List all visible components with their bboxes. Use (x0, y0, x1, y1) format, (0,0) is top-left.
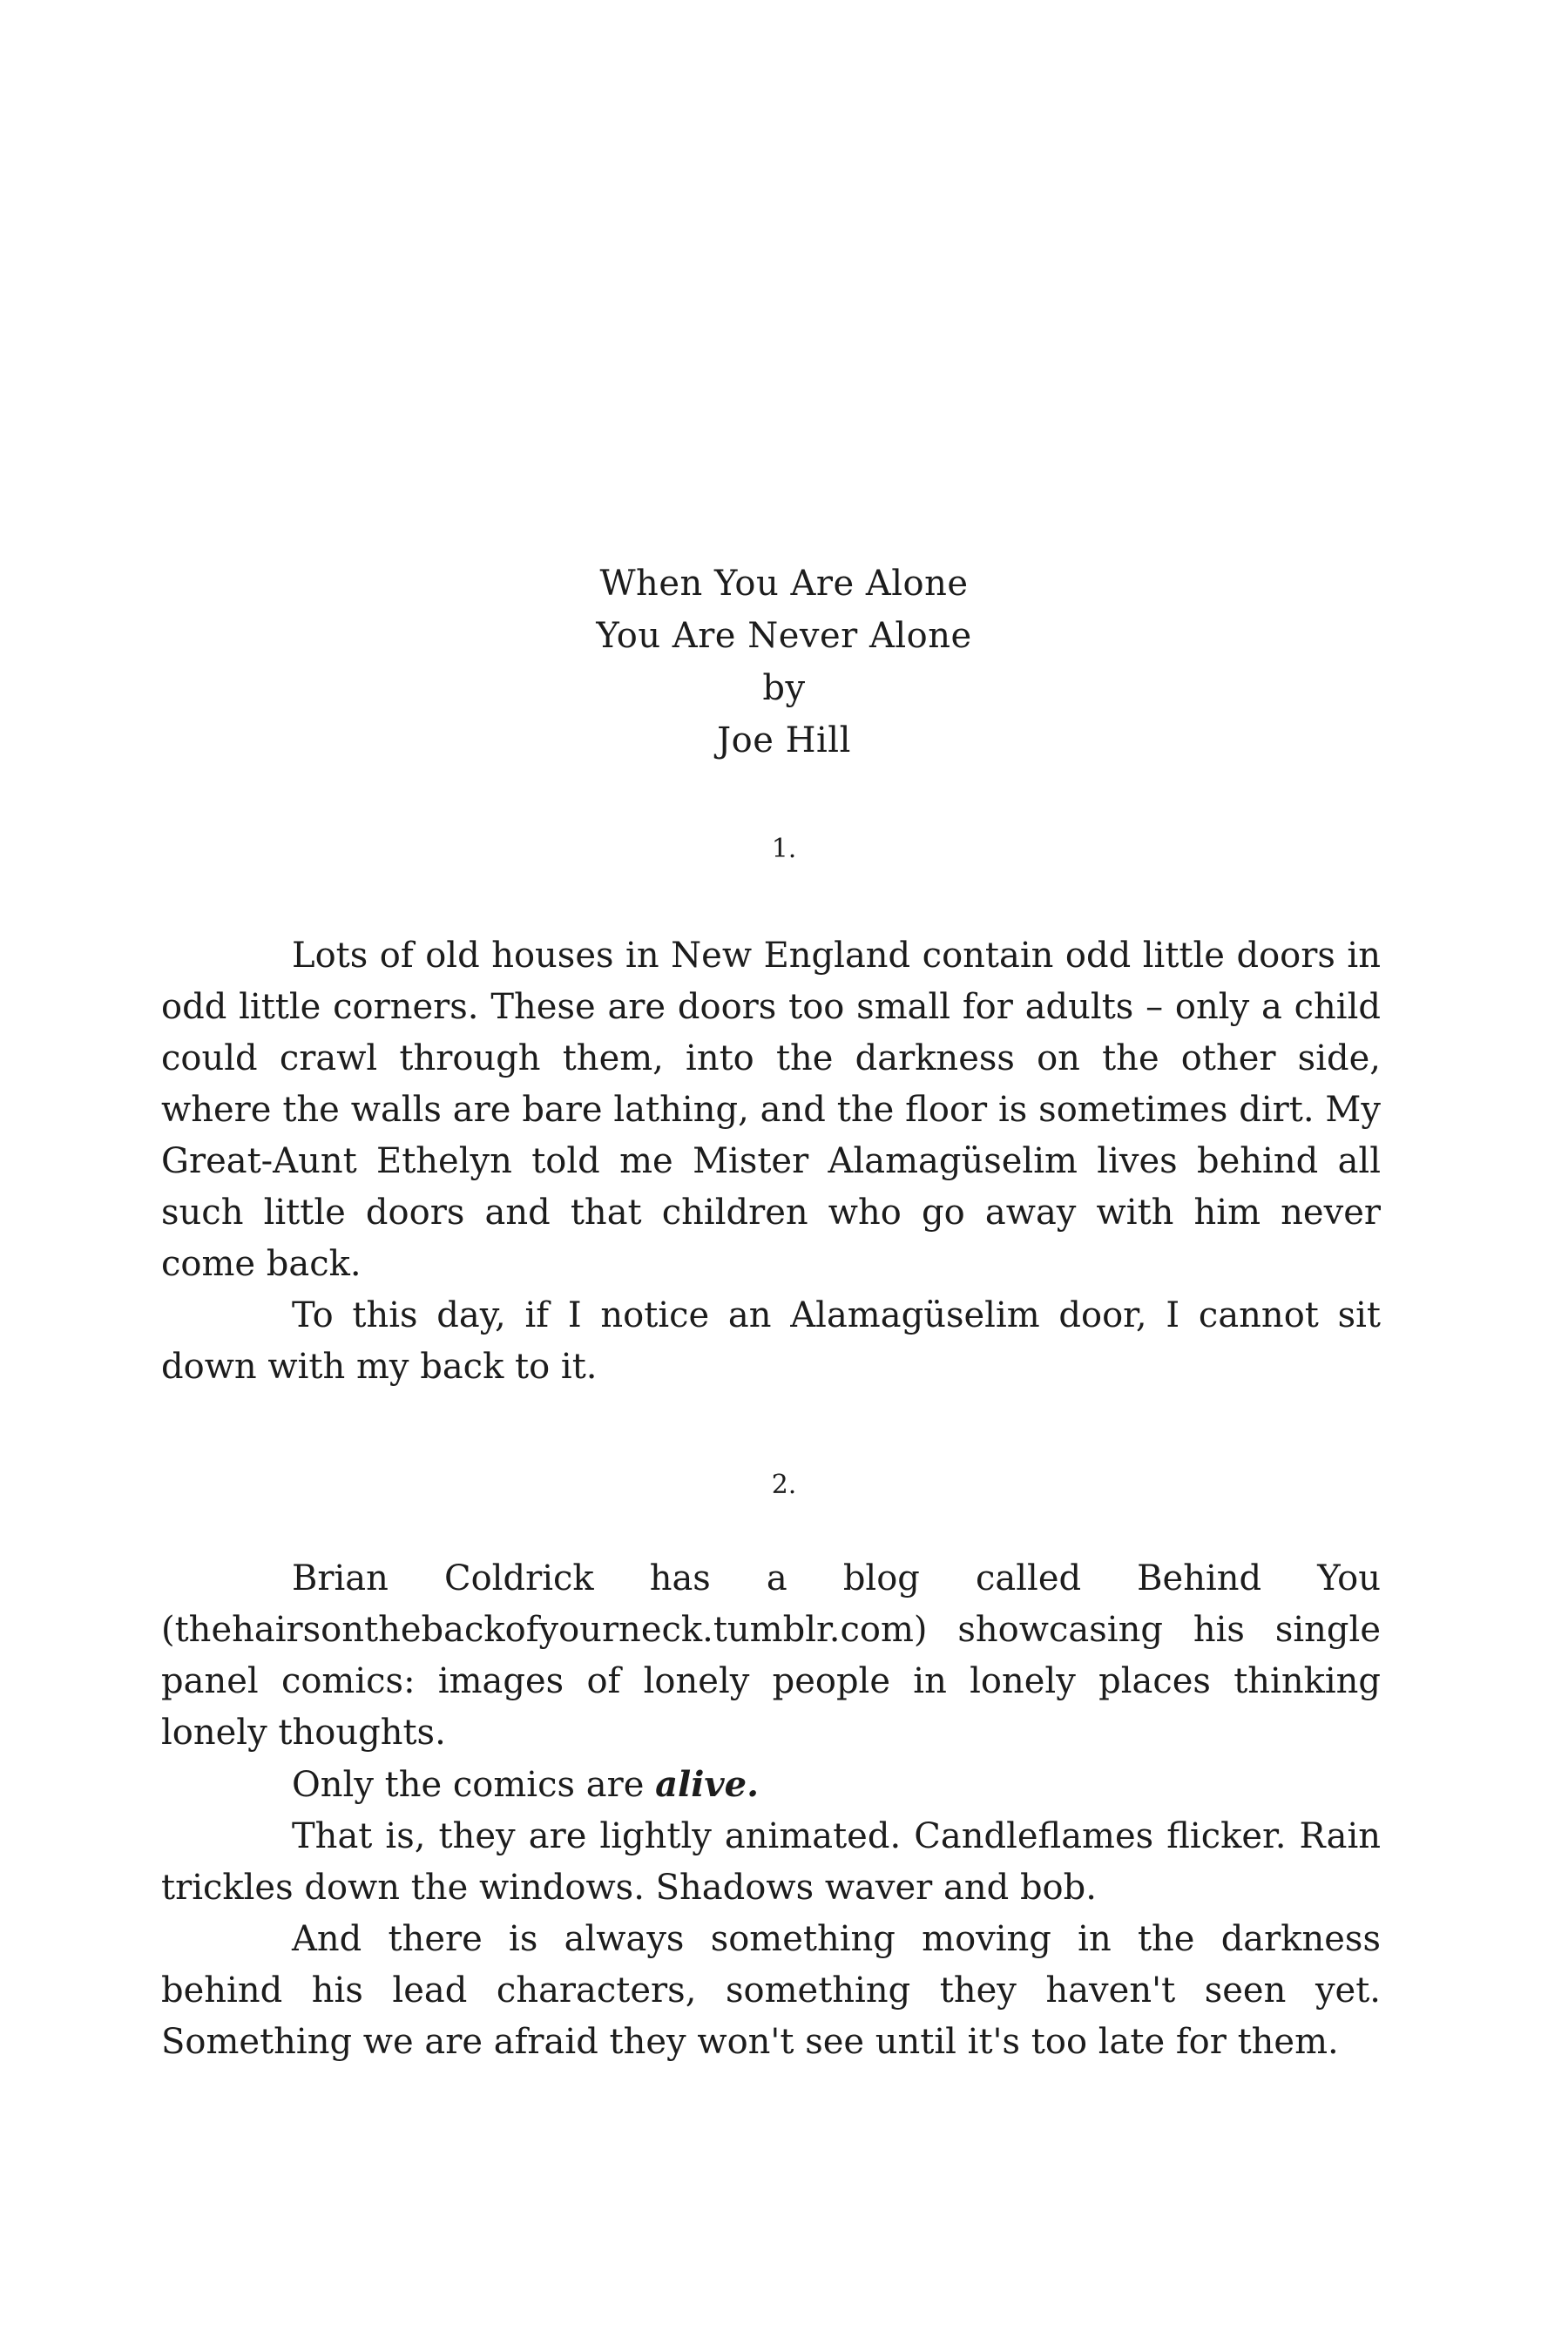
byline-by: by (762, 668, 806, 708)
title-line-1: When You Are Alone (599, 564, 969, 604)
paragraph: Brian Coldrick has a blog called Behind You (thehairsonthebackofyourneck.tumblr.com) showcasing his single panel comics: images of lonely people in lonely places thinking lonely thoughts. (161, 1558, 1381, 1753)
section-number-2: 2. (771, 1470, 797, 1500)
paragraph-alive (161, 1759, 1381, 1811)
section-1-body (161, 930, 1381, 1393)
title-line-2: You Are Never Alone (596, 616, 972, 656)
alive-prefix: Only the comics are (292, 1765, 656, 1805)
title-block (0, 558, 1568, 767)
paragraph: Lots of old houses in New England contain odd little doors in odd little corners. These are doors too small for adults – only a child could crawl through them, into the darkness on the other side, where the walls are bare lathing, and the floor is sometimes dirt. My Great-Aunt Ethelyn told me Mister Alamagüselim lives behind all such little doors and that children who go away with him never come back. (161, 936, 1381, 1284)
section-2-body (161, 1553, 1381, 2068)
paragraph: And there is always something moving in the darkness behind his lead characters, something they haven't seen yet. Something we are afraid they won't see until it's too late for them. (161, 1919, 1381, 2062)
alive-emphasis: alive. (655, 1764, 760, 1805)
author-name: Joe Hill (717, 720, 851, 760)
section-number-1: 1. (771, 834, 797, 864)
paragraph: That is, they are lightly animated. Candleflames flicker. Rain trickles down the windows. Shadows waver and bob. (161, 1816, 1381, 1908)
paragraph: To this day, if I notice an Alamagüselim door, I cannot sit down with my back to it. (161, 1295, 1381, 1387)
